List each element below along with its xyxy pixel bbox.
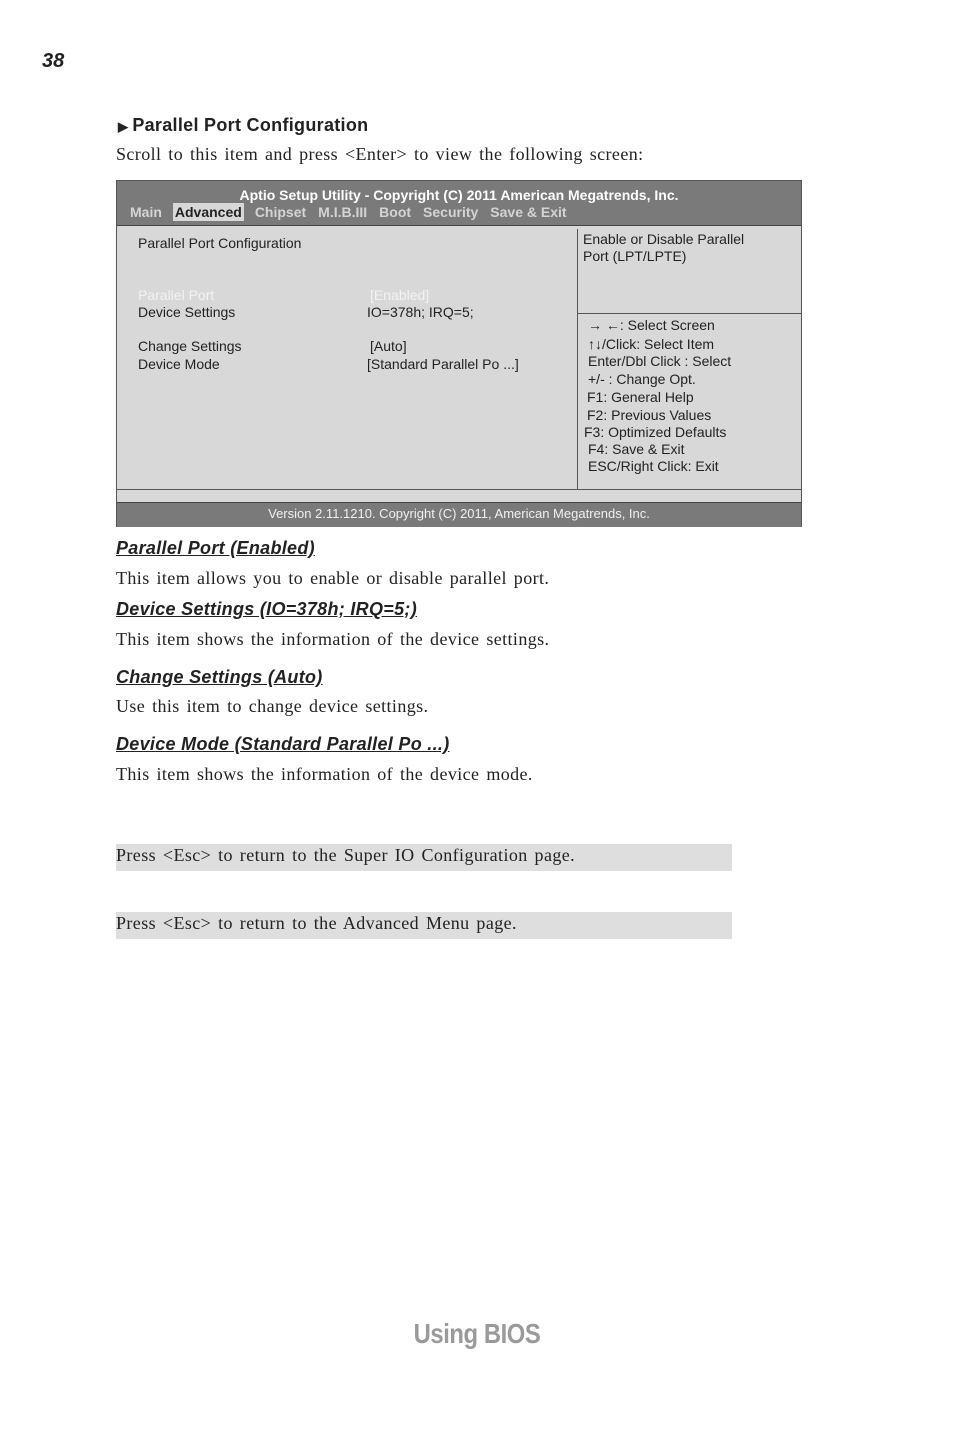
help-text-line2: Port (LPT/LPTE) bbox=[583, 248, 687, 264]
tab-security[interactable]: Security bbox=[423, 204, 479, 220]
tab-mib[interactable]: M.I.B.III bbox=[318, 204, 368, 220]
help-divider bbox=[577, 313, 801, 314]
tab-save-exit[interactable]: Save & Exit bbox=[490, 204, 567, 220]
setting-change-settings-value[interactable]: [Auto] bbox=[370, 338, 407, 354]
tab-chipset[interactable]: Chipset bbox=[254, 204, 307, 220]
bios-screen bbox=[116, 180, 802, 527]
setting-parallel-port-value[interactable]: [Enabled] bbox=[370, 287, 430, 303]
triangle-bullet-icon: ▶ bbox=[118, 119, 129, 134]
bios-footer: Version 2.11.1210. Copyright (C) 2011, American Megatrends, Inc. bbox=[117, 502, 801, 527]
key-hint-exit: ESC/Right Click: Exit bbox=[588, 458, 719, 474]
item-text-device-settings: This item shows the information of the device settings. bbox=[116, 629, 550, 649]
key-hint-optimized-defaults: F3: Optimized Defaults bbox=[584, 424, 727, 440]
setting-device-mode-label: Device Mode bbox=[138, 356, 220, 372]
item-heading-parallel-port: Parallel Port (Enabled) bbox=[116, 538, 315, 558]
bios-footer-divider bbox=[117, 489, 801, 490]
item-heading-device-mode: Device Mode (Standard Parallel Po ...) bbox=[116, 734, 450, 754]
key-hint-previous-values: F2: Previous Values bbox=[587, 407, 712, 423]
footer-title: Using BIOS bbox=[413, 1318, 541, 1349]
item-text-device-mode: This item shows the information of the device mode. bbox=[116, 764, 533, 784]
bios-screen-title: Parallel Port Configuration bbox=[138, 235, 302, 251]
setting-device-settings-label: Device Settings bbox=[138, 304, 236, 320]
key-hint-save-exit: F4: Save & Exit bbox=[588, 441, 685, 457]
tab-advanced[interactable]: Advanced bbox=[174, 204, 242, 220]
setting-device-settings-value: IO=378h; IRQ=5; bbox=[367, 304, 474, 320]
tab-main[interactable]: Main bbox=[130, 204, 162, 220]
note-advanced-menu: Press <Esc> to return to the Advanced Menu page. bbox=[116, 912, 732, 939]
setting-parallel-port-label[interactable]: Parallel Port bbox=[138, 287, 215, 303]
key-hint-select: Enter/Dbl Click : Select bbox=[588, 353, 732, 369]
section-intro: Scroll to this item and press <Enter> to view the following screen: bbox=[116, 144, 644, 164]
key-hint-general-help: F1: General Help bbox=[587, 389, 694, 405]
key-hint-select-item: ↑↓/Click: Select Item bbox=[588, 336, 715, 352]
setting-change-settings-label[interactable]: Change Settings bbox=[138, 338, 242, 354]
section-title-text: Parallel Port Configuration bbox=[132, 115, 369, 135]
help-text-line1: Enable or Disable Parallel bbox=[583, 231, 745, 247]
item-text-change-settings: Use this item to change device settings. bbox=[116, 696, 429, 716]
item-text-parallel-port: This item allows you to enable or disable parallel port. bbox=[116, 568, 550, 588]
key-hint-change-opt: +/- : Change Opt. bbox=[588, 371, 696, 387]
page-number: 38 bbox=[42, 50, 65, 72]
section-title bbox=[118, 115, 368, 136]
bios-tab-bar bbox=[129, 204, 578, 221]
key-hint-select-screen: → ←: Select Screen bbox=[588, 317, 715, 333]
item-heading-change-settings: Change Settings (Auto) bbox=[116, 667, 323, 687]
setting-device-mode-value: [Standard Parallel Po ...] bbox=[367, 356, 519, 372]
tab-boot[interactable]: Boot bbox=[379, 204, 412, 220]
bios-title: Aptio Setup Utility - Copyright (C) 2011 American Megatrends, Inc. bbox=[239, 187, 679, 203]
item-heading-device-settings: Device Settings (IO=378h; IRQ=5;) bbox=[116, 599, 417, 619]
note-super-io: Press <Esc> to return to the Super IO Configuration page. bbox=[116, 844, 732, 871]
